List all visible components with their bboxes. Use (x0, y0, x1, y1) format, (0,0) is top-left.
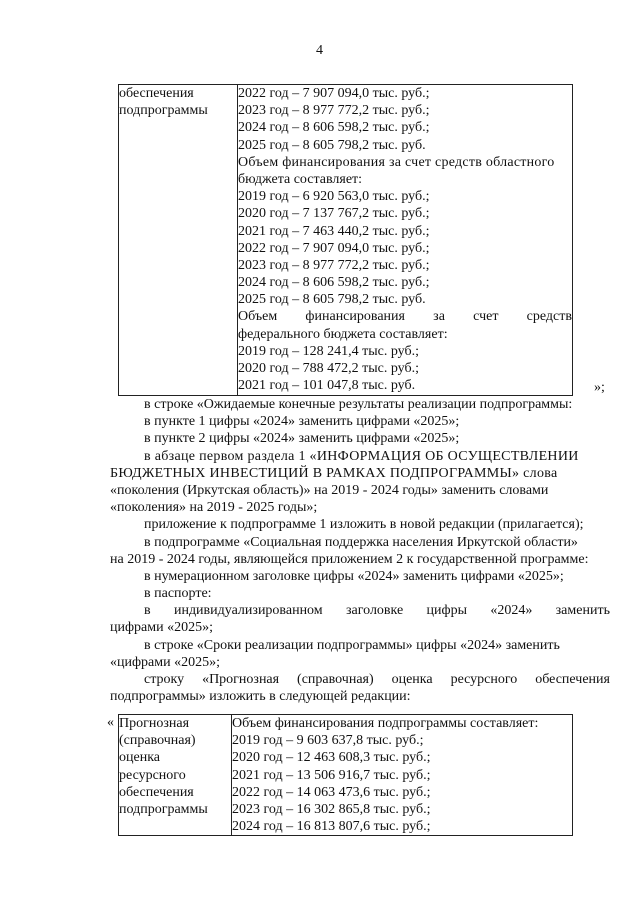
funding-table-new (118, 714, 573, 836)
table1-value-line: 2025 год – 8 605 798,2 тыс. руб. (238, 292, 426, 308)
word: обеспечения (535, 672, 610, 687)
paragraph-continuation: «поколения» на 2019 - 2025 годы»; (110, 500, 318, 516)
table1-value-line: 2022 год – 7 907 094,0 тыс. руб.; (238, 86, 430, 101)
table2-value-line: 2019 год – 9 603 637,8 тыс. руб.; (232, 733, 424, 749)
paragraph: в пункте 1 цифры «2024» заменить цифрами «2025»; (144, 414, 460, 430)
word: Объем (238, 309, 278, 325)
table1-value-line: 2025 год – 8 605 798,2 тыс. руб. (238, 137, 426, 153)
table1-value-line: 2021 год – 7 463 440,2 тыс. руб.; (238, 223, 430, 239)
table2-label-line: Прогнозная (119, 716, 190, 731)
word: индивидуализированном (173, 603, 323, 619)
closing-quote: »; (594, 380, 605, 395)
table2-label-line: подпрограммы (119, 801, 208, 817)
word: за (433, 309, 445, 325)
word: строку (144, 672, 185, 687)
word: «2024» (490, 603, 533, 619)
paragraph-justified (110, 671, 610, 688)
paragraph: в строке «Ожидаемые конечные результаты реализации подпрограммы: (144, 397, 573, 412)
word: цифры (426, 603, 467, 619)
table1-value-line: 2024 год – 8 606 598,2 тыс. руб.; (238, 120, 430, 136)
table2-values-cell (232, 715, 573, 836)
table2-label-line: ресурсного (119, 767, 186, 783)
paragraph-justified (110, 602, 610, 619)
funding-table-continuation (118, 84, 573, 396)
table1-value-line: 2023 год – 8 977 772,2 тыс. руб.; (238, 103, 430, 119)
word: заменить (555, 603, 610, 619)
table1-value-line: федерального бюджета составляет: (238, 326, 448, 342)
table2-value-line: 2024 год – 16 813 807,6 тыс. руб.; (232, 819, 431, 835)
word: «Прогнозная (202, 672, 280, 687)
word: в (144, 603, 151, 619)
table1-value-line: 2021 год – 101 047,8 тыс. руб. (238, 378, 416, 394)
word: счет (473, 309, 499, 325)
paragraph: в строке «Сроки реализации подпрограммы» цифры «2024» заменить (144, 637, 560, 653)
page-number: 4 (316, 43, 323, 58)
table1-value-line: 2019 год – 6 920 563,0 тыс. руб.; (238, 189, 430, 205)
table1-value-line: 2020 год – 788 472,2 тыс. руб.; (238, 361, 419, 376)
table1-value-line: бюджета составляет: (238, 171, 363, 187)
word: финансирования (305, 309, 405, 325)
table1-label-cell (119, 85, 238, 396)
paragraph: в пункте 2 цифры «2024» заменить цифрами «2025»; (144, 431, 460, 447)
table2-value-line: Объем финансирования подпрограммы составляет: (232, 716, 539, 731)
paragraph-continuation: подпрограммы» изложить в следующей редакции: (110, 689, 411, 705)
table2-value-line: 2020 год – 12 463 608,3 тыс. руб.; (232, 750, 431, 766)
paragraph: в абзаце первом раздела 1 «ИНФОРМАЦИЯ ОБ ОСУЩЕСТВЛЕНИИ (144, 448, 579, 464)
paragraph: в паспорте: (144, 586, 212, 602)
word: заголовке (345, 603, 404, 619)
table1-value-line: 2023 год – 8 977 772,2 тыс. руб.; (238, 257, 430, 273)
paragraph: в нумерационном заголовке цифры «2024» заменить цифрами «2025»; (144, 568, 564, 584)
table2-value-line: 2021 год – 13 506 916,7 тыс. руб.; (232, 767, 431, 783)
table2-label-cell (119, 715, 232, 836)
table1-justified-line (238, 308, 572, 325)
paragraph-continuation: «цифрами «2025»; (110, 654, 221, 670)
table2-label-line: оценка (119, 750, 161, 766)
paragraph-continuation: «поколения (Иркутская область)» на 2019 - 2024 годы» заменить словами (110, 482, 549, 498)
table1-values-cell (238, 85, 573, 396)
table2-value-line: 2022 год – 14 063 473,6 тыс. руб.; (232, 784, 431, 800)
paragraph: в подпрограмме «Социальная поддержка населения Иркутской области» (144, 534, 578, 550)
table1-value-line: 2020 год – 7 137 767,2 тыс. руб.; (238, 206, 430, 222)
table2-label-line: обеспечения (119, 784, 194, 800)
opening-quote: « (107, 715, 114, 730)
word: ресурсного (450, 672, 518, 687)
word: средств (526, 309, 572, 325)
table1-value-line: 2019 год – 128 241,4 тыс. руб.; (238, 343, 419, 359)
table2-label-line: (справочная) (119, 733, 196, 749)
table2-value-line: 2023 год – 16 302 865,8 тыс. руб.; (232, 801, 431, 817)
table1-value-line: 2022 год – 7 907 094,0 тыс. руб.; (238, 240, 430, 256)
table1-value-line: 2024 год – 8 606 598,2 тыс. руб.; (238, 275, 430, 291)
word: оценка (391, 672, 433, 687)
paragraph-continuation: на 2019 - 2024 годы, являющейся приложением 2 к государственной программе: (110, 551, 589, 567)
amendments-text (110, 396, 610, 705)
table1-label-line: подпрограммы (119, 103, 208, 119)
paragraph: приложение к подпрограмме 1 изложить в новой редакции (прилагается); (144, 517, 584, 533)
table1-label-line: обеспечения (119, 86, 194, 101)
paragraph-continuation: цифрами «2025»; (110, 620, 214, 636)
table1-value-line: Объем финансирования за счет средств областного (238, 154, 555, 170)
paragraph-continuation: БЮДЖЕТНЫХ ИНВЕСТИЦИЙ В РАМКАХ ПОДПРОГРАММЫ» слова (110, 465, 558, 481)
word: (справочная) (297, 672, 374, 687)
